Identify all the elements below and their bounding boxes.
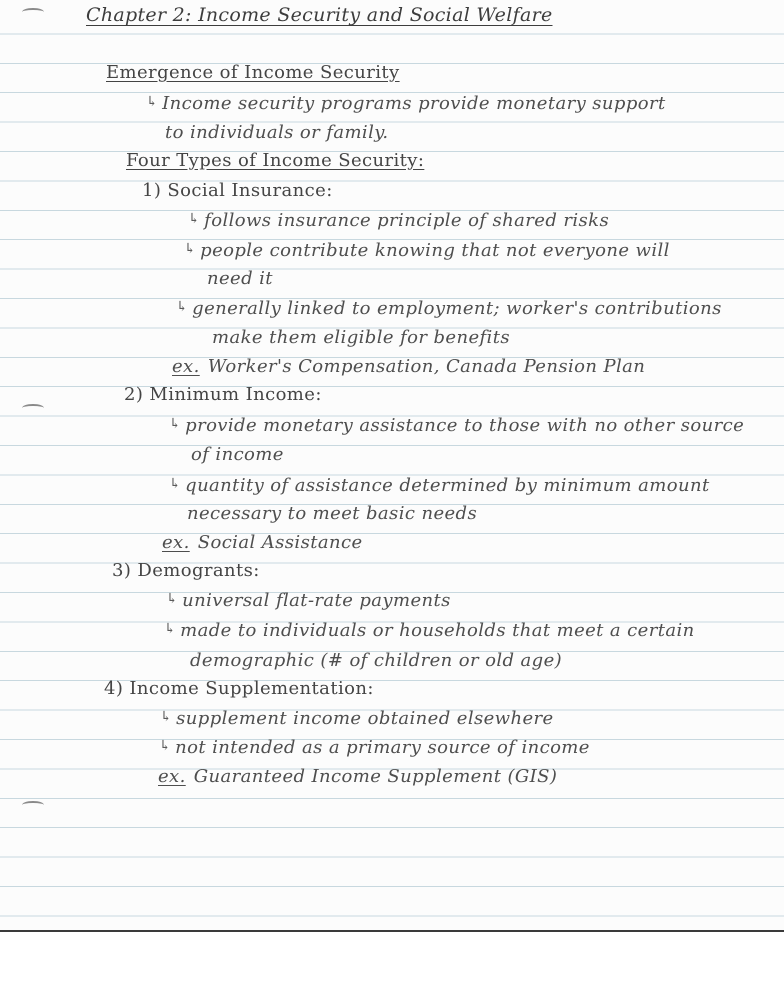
type-point bbox=[176, 298, 722, 321]
point-continuation: make them eligible for benefits bbox=[212, 327, 510, 348]
type-point bbox=[184, 240, 670, 263]
binder-hole-mark bbox=[22, 404, 44, 412]
point-text: generally linked to employment; worker's contributions bbox=[192, 298, 722, 319]
point-continuation: necessary to meet basic needs bbox=[187, 503, 478, 524]
point-text: follows insurance principle of shared risks bbox=[204, 210, 610, 231]
point-text: not intended as a primary source of income bbox=[175, 737, 590, 758]
example-label: ex. bbox=[172, 356, 200, 377]
arrow-icon: ↳ bbox=[188, 211, 201, 227]
example-label: ex. bbox=[158, 766, 186, 787]
type-point bbox=[169, 415, 744, 438]
point-text: provide monetary assistance to those with no other source bbox=[185, 415, 745, 436]
example-line bbox=[172, 356, 645, 378]
type-point bbox=[166, 590, 451, 613]
point-text: supplement income obtained elsewhere bbox=[176, 708, 554, 729]
type-point bbox=[188, 210, 609, 233]
intro-line bbox=[146, 93, 666, 116]
point-text: quantity of assistance determined by minimum amount bbox=[185, 475, 710, 496]
type-point bbox=[160, 708, 554, 731]
binder-hole-mark bbox=[22, 8, 44, 16]
type-point bbox=[169, 475, 710, 498]
page-bottom-edge bbox=[0, 930, 784, 989]
example-line bbox=[162, 532, 363, 554]
types-heading: Four Types of Income Security: bbox=[126, 150, 425, 171]
chapter-title: Chapter 2: Income Security and Social Welfare bbox=[86, 4, 553, 26]
point-continuation: of income bbox=[191, 444, 284, 465]
example-line bbox=[158, 766, 557, 788]
type-heading: 4) Income Supplementation: bbox=[104, 678, 374, 699]
type-heading: 3) Demogrants: bbox=[112, 560, 260, 581]
binder-hole-mark bbox=[22, 801, 44, 809]
type-point bbox=[164, 620, 695, 643]
arrow-icon: ↳ bbox=[169, 416, 182, 432]
type-heading: 1) Social Insurance: bbox=[142, 180, 333, 201]
example-text: Worker's Compensation, Canada Pension Plan bbox=[207, 356, 646, 377]
intro-text: Income security programs provide monetary support bbox=[162, 93, 666, 114]
arrow-icon: ↳ bbox=[164, 621, 177, 637]
point-continuation: demographic (# of children or old age) bbox=[190, 650, 563, 671]
arrow-icon: ↳ bbox=[176, 299, 189, 315]
arrow-icon: ↳ bbox=[146, 94, 159, 110]
point-text: people contribute knowing that not everyone will bbox=[200, 240, 670, 261]
type-point bbox=[159, 737, 590, 760]
arrow-icon: ↳ bbox=[184, 241, 197, 257]
arrow-icon: ↳ bbox=[169, 476, 182, 492]
point-text: universal flat-rate payments bbox=[182, 590, 451, 611]
example-text: Social Assistance bbox=[197, 532, 363, 553]
arrow-icon: ↳ bbox=[160, 709, 173, 725]
point-continuation: need it bbox=[207, 268, 273, 289]
type-heading: 2) Minimum Income: bbox=[124, 384, 322, 405]
arrow-icon: ↳ bbox=[159, 738, 172, 754]
intro-line: to individuals or family. bbox=[165, 122, 389, 143]
example-label: ex. bbox=[162, 532, 190, 553]
point-text: made to individuals or households that meet a certain bbox=[180, 620, 695, 641]
arrow-icon: ↳ bbox=[166, 591, 179, 607]
example-text: Guaranteed Income Supplement (GIS) bbox=[193, 766, 558, 787]
section-title: Emergence of Income Security bbox=[106, 62, 400, 83]
